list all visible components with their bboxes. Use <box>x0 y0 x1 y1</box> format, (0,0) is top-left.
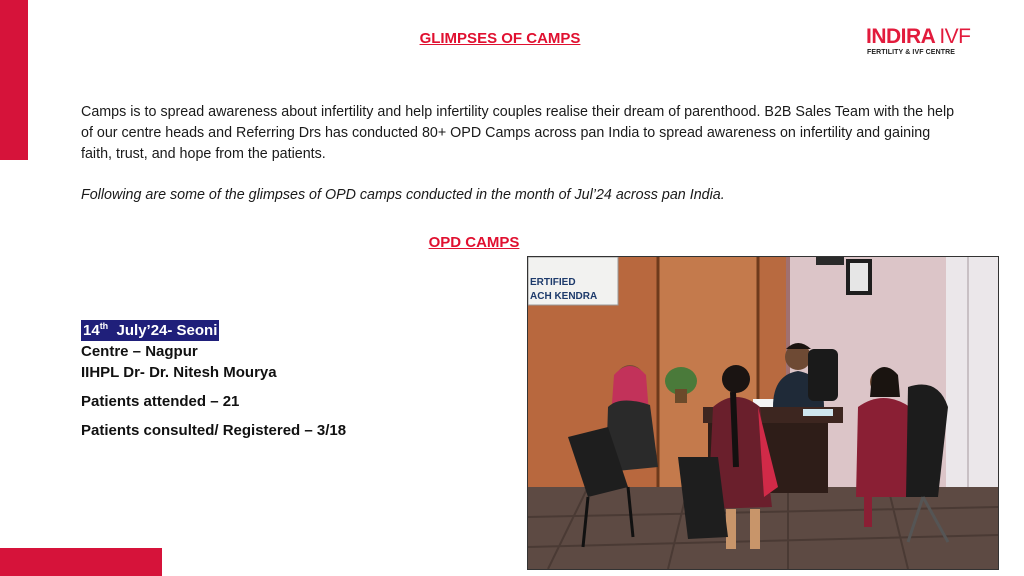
logo-tagline: FERTILITY & IVF CENTRE <box>867 49 956 56</box>
sign-line-1: ERTIFIED <box>530 277 576 288</box>
camp-date-rest: July’24- Seoni <box>108 322 218 339</box>
left-accent-bar <box>0 0 28 160</box>
camp-photo-illustration <box>528 257 998 569</box>
camp-date <box>81 320 219 341</box>
camp-attended: Patients attended – 21 <box>81 393 240 410</box>
logo-main-text: INDIRA <box>866 25 936 48</box>
logo-suffix-text: IVF <box>939 25 971 48</box>
logo-wordmark <box>866 26 971 48</box>
section-subtitle: OPD CAMPS <box>428 234 520 251</box>
bottom-accent-bar <box>0 548 162 576</box>
camp-doctor: IIHPL Dr- Dr. Nitesh Mourya <box>81 364 277 381</box>
page-title: GLIMPSES OF CAMPS <box>419 30 581 47</box>
camp-details <box>81 320 481 441</box>
sign-line-2: ACH KENDRA <box>530 291 598 302</box>
intro-italic-note: Following are some of the glimpses of OPD camps conducted in the month of Jul’24 across pan India. <box>81 187 725 203</box>
camp-centre: Centre – Nagpur <box>81 343 198 360</box>
intro-text <box>81 102 961 206</box>
indira-ivf-logo <box>866 26 996 62</box>
camp-date-suffix: th <box>99 321 109 331</box>
camp-date-day: 14 <box>83 322 100 339</box>
camp-consulted: Patients consulted/ Registered – 3/18 <box>81 422 347 439</box>
camp-photo <box>527 256 999 570</box>
intro-paragraph: Camps is to spread awareness about infertility and help infertility couples realise their dream of parenthood. B2B Sales Team with the help of our centre heads and Referring Drs has conducted 80+ OPD Camps across pan India to spread awareness on infertility and gaining faith, trust, and hope from the patients. <box>81 104 955 162</box>
